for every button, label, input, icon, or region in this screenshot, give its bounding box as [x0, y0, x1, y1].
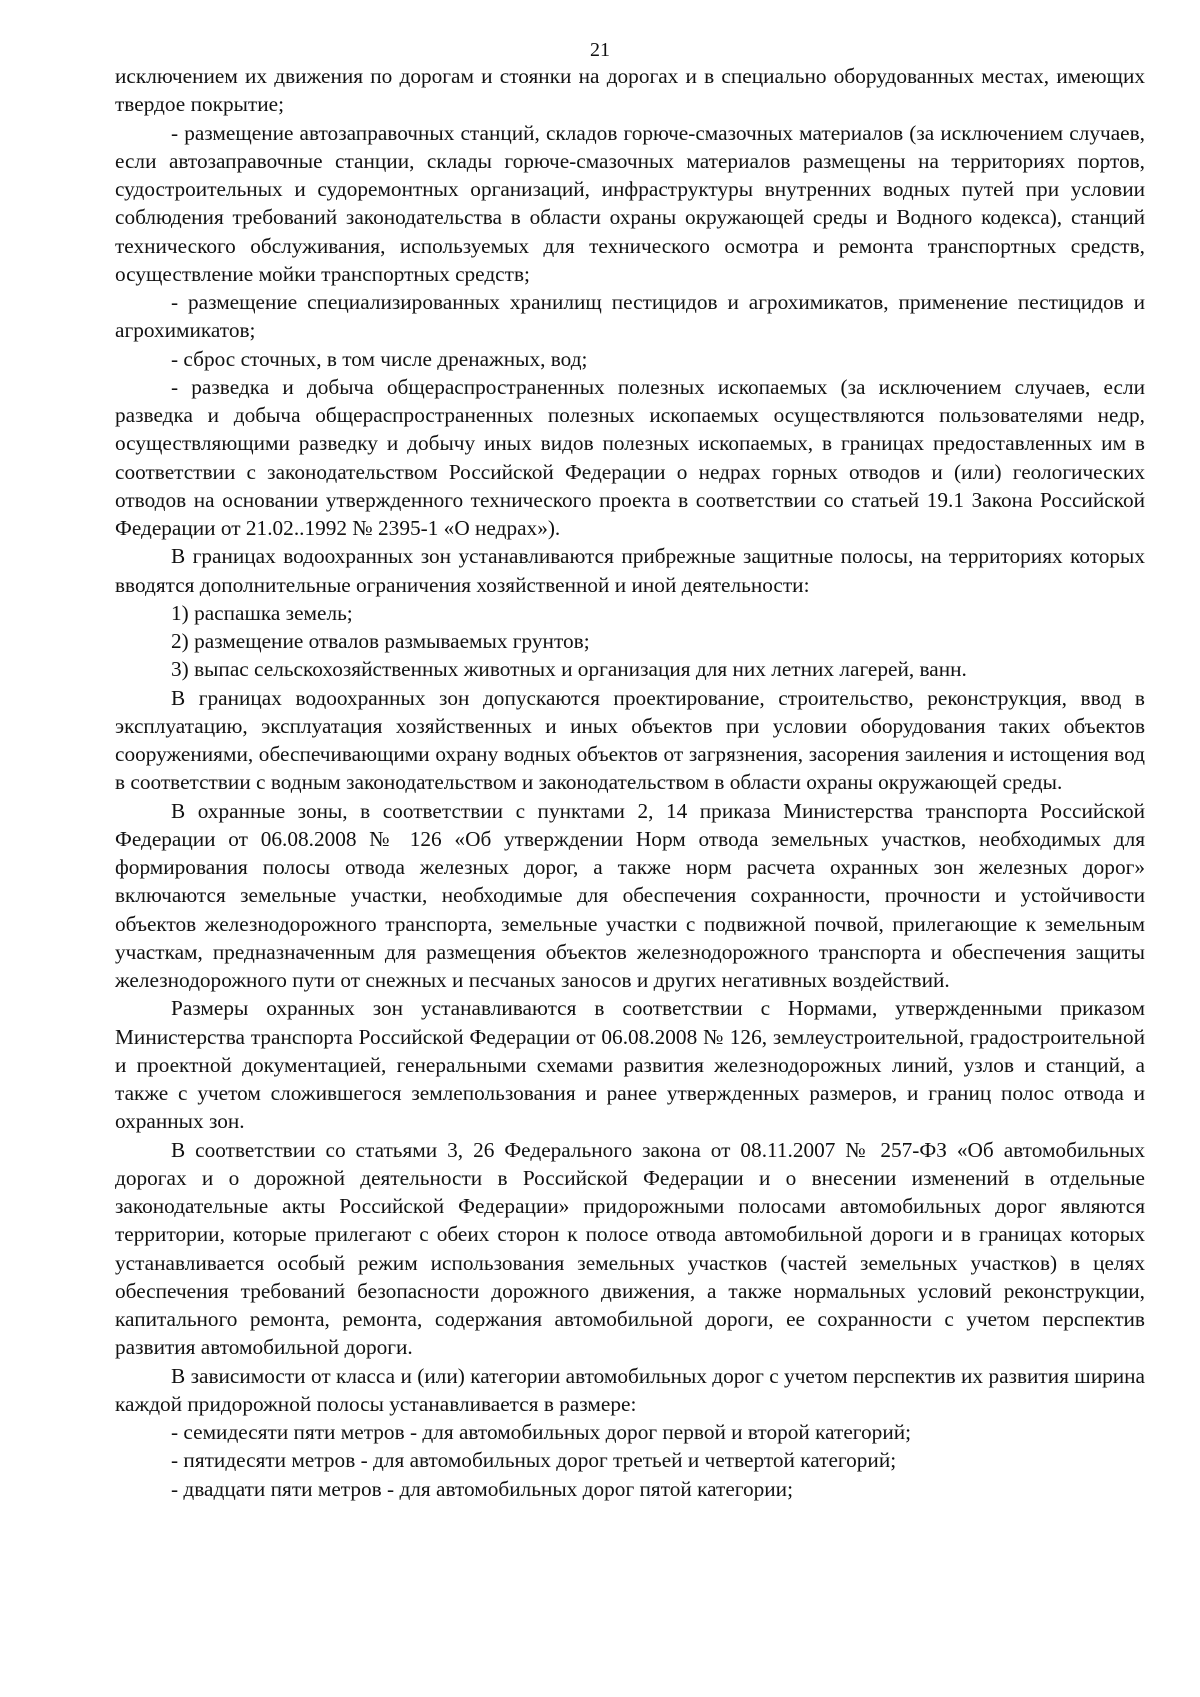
- paragraph-roadside-strips: В соответствии со статьями 3, 26 Федерального закона от 08.11.2007 № 257-ФЗ «Об автомобильных дорогах и о дорожной деятельности в Российской Федерации и о внесении изменений в отдельные законодательные акты Российской Федерации» придорожными полосами автомобильных дорог являются территории, которые прилегают с обеих сторон к полосе отвода автомобильной дороги и в границах которых устанавливается особый режим использования земельных участков (частей земельных участков) в целях обеспечения требований безопасности дорожного движения, а также нормальных условий реконструкции, капитального ремонта, ремонта, содержания автомобильной дороги, ее сохранности с учетом перспектив развития автомобильной дороги.: [115, 1137, 1145, 1360]
- paragraph-continuation: исключением их движения по дорогам и стоянки на дорогах и в специально оборудованных местах, имеющих твердое покрытие;: [115, 64, 1145, 117]
- paragraph-coastal-strips: В границах водоохранных зон устанавливаются прибрежные защитные полосы, на территориях которых вводятся дополнительные ограничения хозяйственной и иной деятельности:: [115, 544, 1145, 597]
- list-item-pesticide-storage: - размещение специализированных хранилищ пестицидов и агрохимикатов, применение пестицидов и агрохимикатов;: [115, 290, 1145, 343]
- document-body: [115, 62, 1145, 1503]
- paragraph-railway-zones: В охранные зоны, в соответствии с пунктами 2, 14 приказа Министерства транспорта Российской Федерации от 06.08.2008 № 126 «Об утверждении Норм отвода земельных участков, необходимых для формирования полосы отвода железных дорог, а также норм расчета охранных зон железных дорог» включаются земельные участки, необходимые для обеспечения сохранности, прочности и устойчивости объектов железнодорожного транспорта, земельные участки с подвижной почвой, прилегающие к земельным участкам, предназначенным для размещения объектов железнодорожного транспорта и обеспечения защиты железнодорожного пути от снежных и песчаных заносов и других негативных воздействий.: [115, 798, 1145, 992]
- list-item-75m: - семидесяти пяти метров - для автомобильных дорог первой и второй категорий;: [171, 1420, 912, 1444]
- numbered-item-1: 1) распашка земель;: [171, 600, 353, 625]
- paragraph-water-protection: В границах водоохранных зон допускаются проектирование, строительство, реконструкция, ввод в эксплуатацию, эксплуатация хозяйственных и иных объектов при условии оборудования таких объектов сооружениями, обеспечивающими охрану водных объектов от загрязнения, засорения заиления и истощения вод в соответствии с водным законодательством и законодательством в области охраны окружающей среды.: [115, 685, 1145, 795]
- paragraph-zone-sizes: Размеры охранных зон устанавливаются в соответствии с Нормами, утвержденными приказом Министерства транспорта Российской Федерации от 06.08.2008 № 126, землеустроительной, градостроительной и проектной документацией, генеральными схемами развития железнодорожных линий, узлов и станций, а также с учетом сложившегося землепользования и ранее утвержденных размеров, и границ полос отвода и охранных зон.: [115, 996, 1145, 1134]
- list-item-fuel-stations: - размещение автозаправочных станций, складов горюче-смазочных материалов (за исключением случаев, если автозаправочные станции, склады горюче-смазочных материалов размещены на территориях портов, судостроительных и судоремонтных организаций, инфраструктуры внутренних водных путей при условии соблюдения требований законодательства в области охраны окружающей среды и Водного кодекса), станций технического обслуживания, используемых для технического осмотра и ремонта транспортных средств, осуществление мойки транспортных средств;: [115, 120, 1145, 286]
- numbered-item-3: 3) выпас сельскохозяйственных животных и организация для них летних лагерей, ванн.: [171, 657, 967, 682]
- paragraph-strip-width: В зависимости от класса и (или) категории автомобильных дорог с учетом перспектив их развития ширина каждой придорожной полосы устанавливается в размере:: [115, 1363, 1145, 1416]
- list-item-50m: - пятидесяти метров - для автомобильных дорог третьей и четвертой категорий;: [171, 1448, 897, 1473]
- list-item-wastewater: - сброс сточных, в том числе дренажных, вод;: [171, 346, 588, 371]
- list-item-mineral-extraction: - разведка и добыча общераспространенных полезных ископаемых (за исключением случаев, если разведка и добыча общераспространенных полезных ископаемых осуществляются пользователями недр, осуществляющими разведку и добычу иных видов полезных ископаемых, в границах предоставленных им в соответствии с законодательством Российской Федерации о недрах горных отводов и (или) геологических отводов на основании утвержденного технического проекта в соответствии со статьей 19.1 Закона Российской Федерации от 21.02..1992 № 2395-1 «О недрах»).: [115, 374, 1145, 540]
- numbered-item-2: 2) размещение отвалов размываемых грунтов;: [171, 629, 590, 653]
- page-number: 21: [590, 39, 610, 61]
- list-item-25m: - двадцати пяти метров - для автомобильных дорог пятой категории;: [171, 1476, 793, 1501]
